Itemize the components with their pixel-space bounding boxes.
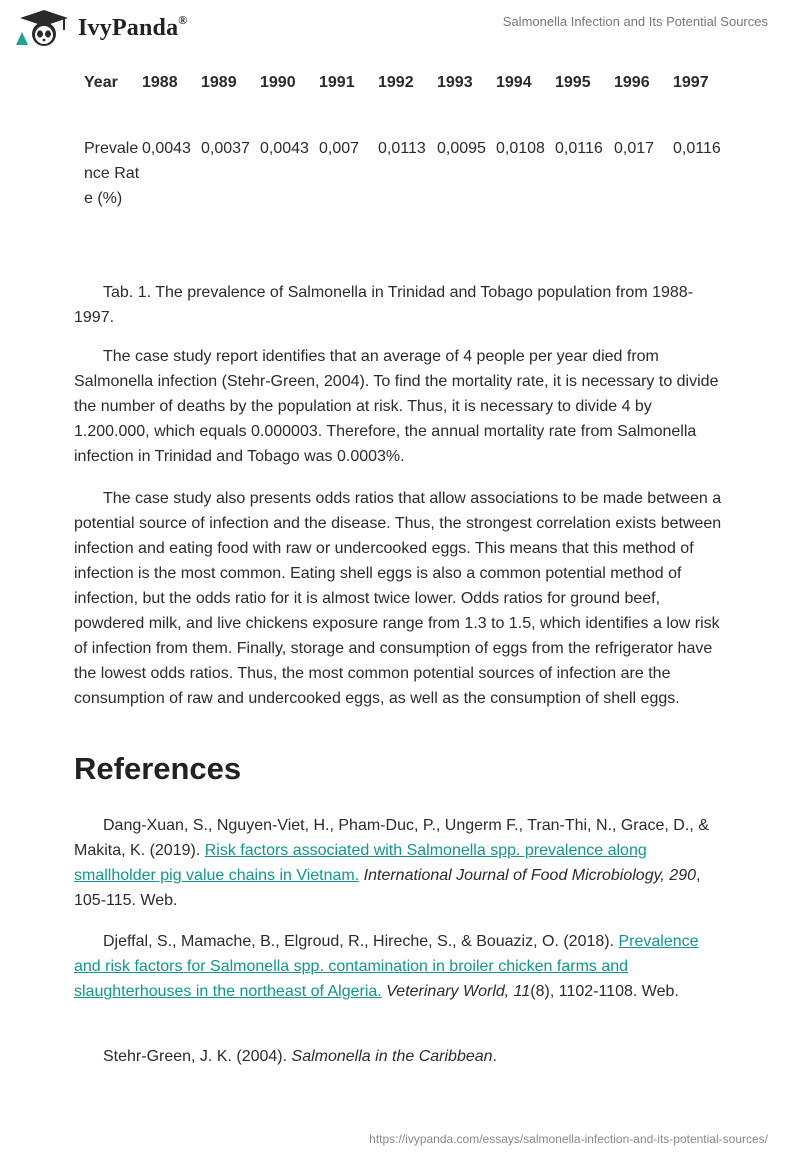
table-cell: 0,0116 bbox=[555, 140, 603, 157]
body-paragraph: The case study report identifies that an average of 4 people per year died from Salmonella infection (Stehr-Green, 2004). To find the mortality rate, it is necessary to divide the number of deaths by the population at risk. Thus, it is necessary to divide 4 by 1.200.000, which equals 0.000003. Therefore, the annual mortality rate from Salmonella infection in Trinidad and Tobago was 0.0003%. bbox=[74, 348, 719, 465]
prevalence-table bbox=[74, 70, 732, 211]
table-cell: 0,0043 bbox=[260, 140, 309, 157]
table-header-cell: 1993 bbox=[437, 74, 473, 91]
body-paragraph: The case study also presents odds ratios that allow associations to be made between a potential source of infection and the disease. Thus, the strongest correlation exists between infection and eating food with raw or undercooked eggs. This means that this method of infection is the most common. Eating shell eggs is also a common potential method of infection, but the odds ratio for it is almost twice lower. Odds ratios for ground beef, powdered milk, and live chickens exposure range from 1.3 to 1.5, which identifies a low risk of infection from them. Finally, storage and consumption of eggs from the refrigerator have the lowest odds ratios. Thus, the most common potential sources of infection are the consumption of raw and undercooked eggs, as well as the consumption of shell eggs. bbox=[74, 490, 722, 707]
table-cell: 0,0037 bbox=[201, 140, 250, 157]
table-cell: 0,0095 bbox=[437, 140, 486, 157]
panda-logo-icon bbox=[16, 8, 72, 48]
reference-entry: Djeffal, S., Mamache, B., Elgroud, R., Hireche, S., & Bouaziz, O. (2018). Prevalence and risk factors for Salmonella spp. contamination in broiler chicken farms and slaughterhouses in the northeast of Algeria. Veterinary World, 11(8), 1102-1108. Web. bbox=[74, 933, 699, 1000]
table-header-cell: 1994 bbox=[496, 74, 532, 91]
brand-logo[interactable] bbox=[16, 8, 187, 48]
table-caption: Tab. 1. The prevalence of Salmonella in Trinidad and Tobago population from 1988-1997. bbox=[74, 284, 694, 326]
reference-entry: Dang-Xuan, S., Nguyen-Viet, H., Pham-Duc, P., Ungerm F., Tran-Thi, N., Grace, D., & Makita, K. (2019). Risk factors associated with Salmonella spp. prevalence along smallholder pig value chains in Vietnam. International Journal of Food Microbiology, 290, 105-115. Web. bbox=[74, 817, 709, 909]
references-heading: References bbox=[74, 751, 242, 786]
table-header-cell: 1995 bbox=[555, 74, 591, 91]
table-header-cell: 1997 bbox=[673, 74, 709, 91]
brand-name: IvyPanda® bbox=[78, 12, 188, 41]
table-cell: 0,0043 bbox=[142, 140, 191, 157]
table-header-row bbox=[74, 70, 732, 136]
table-cell: Prevalence Rate (%) bbox=[84, 140, 140, 207]
table-header-cell: 1990 bbox=[260, 74, 296, 91]
reference-link[interactable]: Risk factors associated with Salmonella spp. prevalence along smallholder pig value chains in Vietnam. bbox=[74, 842, 647, 884]
table-cell: 0,0113 bbox=[378, 140, 426, 157]
table-header-cell: 1989 bbox=[201, 74, 237, 91]
table-cell: 0,007 bbox=[319, 140, 360, 157]
table-header-cell: 1992 bbox=[378, 74, 414, 91]
table-cell: 0,0116 bbox=[673, 140, 721, 157]
document-title: Salmonella Infection and Its Potential Sources bbox=[502, 14, 768, 29]
table-cell: 0,017 bbox=[614, 140, 655, 157]
table-header-cell: 1996 bbox=[614, 74, 650, 91]
reference-entry: Stehr-Green, J. K. (2004). Salmonella in the Caribbean. bbox=[103, 1048, 497, 1065]
reference-link[interactable]: Prevalence and risk factors for Salmonella spp. contamination in broiler chicken farms and slaughterhouses in the northeast of Algeria. bbox=[74, 933, 699, 1000]
table-row bbox=[74, 136, 732, 211]
table-cell: 0,0108 bbox=[496, 140, 545, 157]
table-header-cell: Year bbox=[84, 74, 118, 91]
table-header-cell: 1991 bbox=[319, 74, 355, 91]
table-header-cell: 1988 bbox=[142, 74, 178, 91]
footer-url: https://ivypanda.com/essays/salmonella-infection-and-its-potential-sources/ bbox=[369, 1132, 768, 1146]
